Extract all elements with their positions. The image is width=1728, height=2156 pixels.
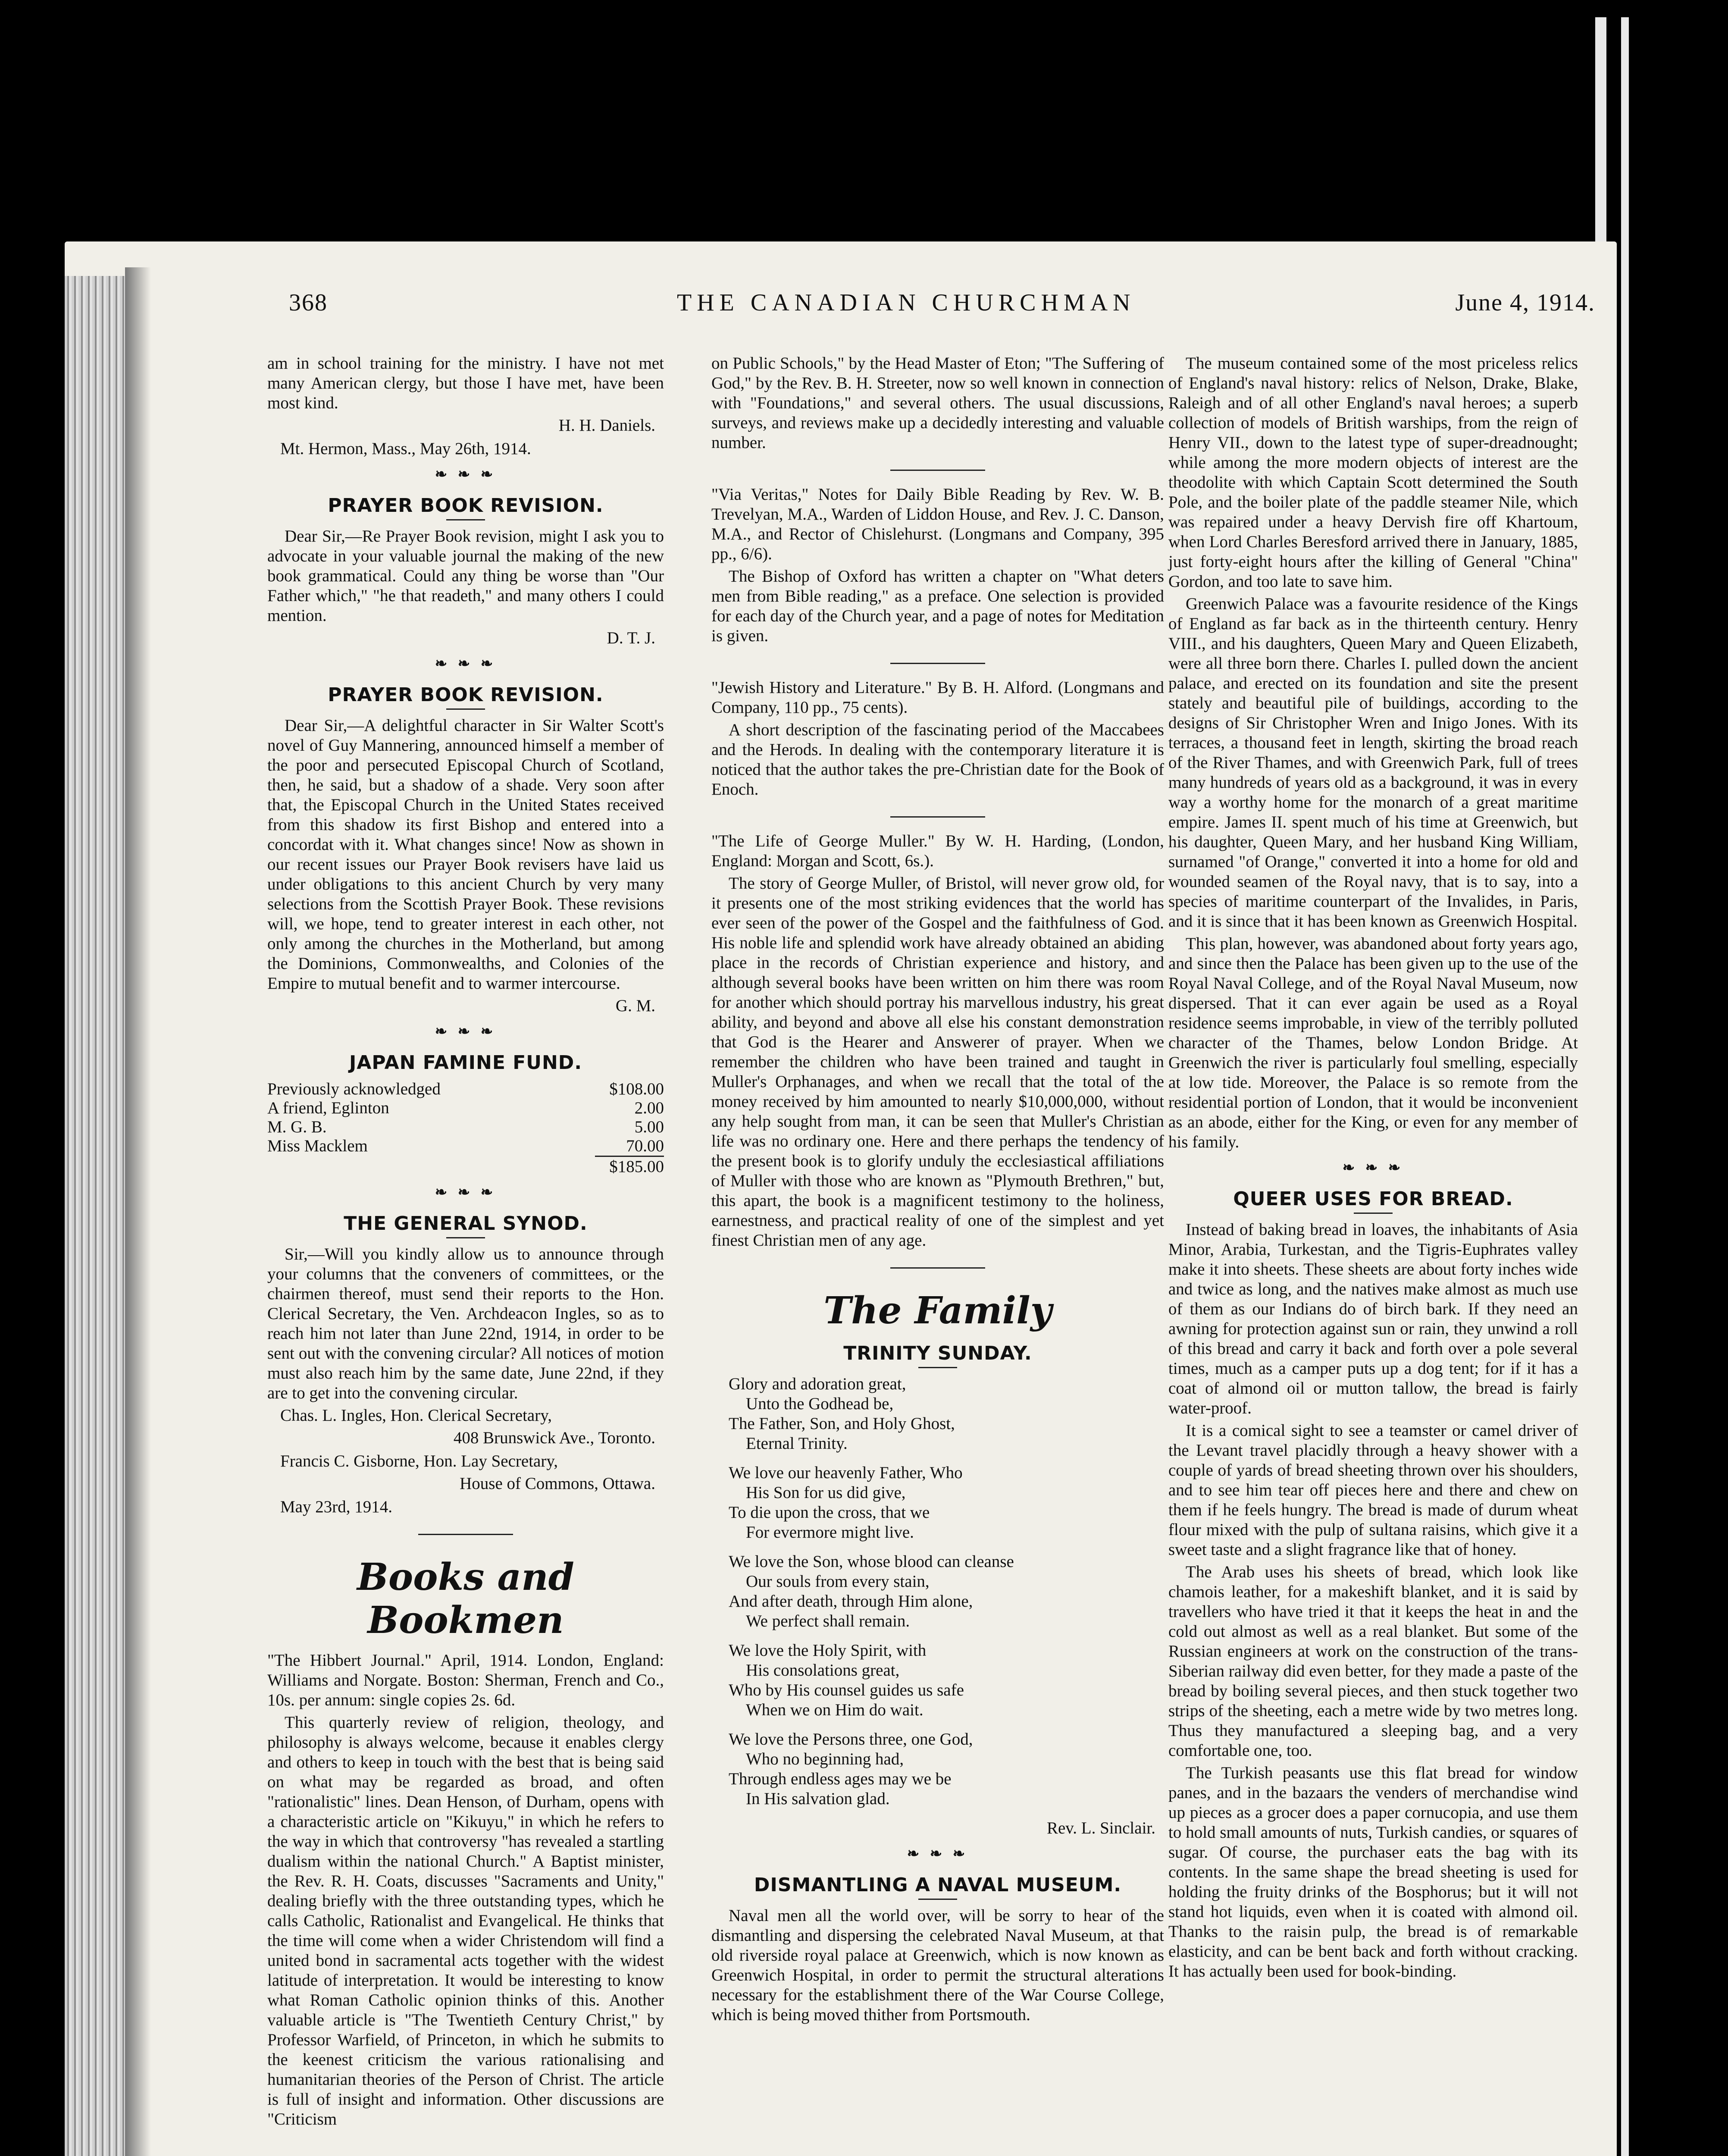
divider (711, 459, 1164, 479)
poem-line: His consolations great, (746, 1661, 900, 1680)
books-section-heading: Books and Bookmen (357, 1555, 574, 1642)
book-reference: "The Life of George Muller." By W. H. Harding, (London, England: Morgan and Scott, 6s.). (711, 832, 1164, 870)
family-section-heading: The Family (823, 1289, 1052, 1332)
gutter-shadow (125, 267, 151, 2156)
table-row (267, 1118, 664, 1137)
issue-date: June 4, 1914. (1455, 289, 1595, 316)
poem-line: We love the Holy Spirit, with (729, 1641, 927, 1660)
poem-line: Who no beginning had, (746, 1750, 904, 1768)
poem-stanza (729, 1641, 1164, 1720)
page-number: 368 (289, 289, 328, 316)
ornament-divider: ❧ ❧ ❧ (435, 467, 497, 483)
fund-amount: 2.00 (634, 1099, 664, 1117)
letter-date: May 23rd, 1914. (280, 1498, 392, 1516)
book-review: This quarterly review of religion, theology, and philosophy is always welcome, because it enables clergy and others to keep in touch with the best that is being said on what may be regarded as broad, and often "rationalistic" lines. Dean Henson, of Durham, opens with a characteristic article on "Kikuyu," in which he refers to the way in which that controversy "has revealed a startling dualism within the national Church." A Baptist minister, the Rev. R. H. Coats, discusses "Sacraments and Unity," dealing briefly with the three outstanding types, which he calls Catholic, Rationalist and Evangelical. He thinks that the time will come when a wider Christendom will find a united bond in sacramental acts together with the widest latitude of interpretation. It would be interesting to know what Roman Catholic opinion thinks of this. Another valuable article is "The Twentieth Century Christ," by Professor Warfield, of Princeton, in which he submits to the keenest criticism the various rationalising and humanitarian theories of the Person of Christ. The article is full of insight and information. Other discussions are "Criticism (267, 1713, 664, 2128)
table-row (267, 1137, 664, 1156)
poem-line: Eternal Trinity. (746, 1434, 848, 1453)
poem-stanza (729, 1374, 1164, 1454)
fund-amount: 5.00 (634, 1118, 664, 1136)
article-body: It is a comical sight to see a teamster or camel driver of the Levant travel placidly through a heavy shower with a couple of yards of bread sheeting thrown over his shoulders, and to see him tear off pieces here and there and chew on them if he feels hungry. The bread is made of durum wheat flour mixed with the pulp of sultana raisins, which give it a sweet taste and a slight fragrance like that of honey. (1168, 1421, 1578, 1559)
heading-rule (446, 519, 485, 520)
letter-body: Dear Sir,—A delightful character in Sir Walter Scott's novel of Guy Mannering, announced himself a member of the poor and persecuted Episcopal Church of Scotland, then, he said, but a shadow of a shade. Very soon after that, the Episcopal Church in the United States received from this shadow its first Bishop and entered into a concordat with it. What changes since! Now as shown in our recent issues our Prayer Book revisers have laid us under obligations to this ancient Church by very many selections from the Scottish Prayer Book. These revisions will, we hope, tend to greater interest in each other, not only among the churches in the Motherland, but among the Dominions, Commonwealths, and Colonies of the Empire to mutual benefit and to warmer intercourse. (267, 716, 664, 993)
poem-line: In His salvation glad. (746, 1789, 890, 1808)
poem-line: Through endless ages may we be (729, 1770, 952, 1788)
divider (711, 1257, 1164, 1276)
poem-title: TRINITY SUNDAY. (843, 1342, 1032, 1364)
section-heading: JAPAN FAMINE FUND. (349, 1052, 582, 1074)
poem-line: Unto the Godhead be, (746, 1395, 894, 1413)
poem-stanza (729, 1463, 1164, 1542)
poem-line: For evermore might live. (746, 1523, 914, 1542)
fund-label: Miss Macklem (267, 1137, 368, 1155)
poem-author: Rev. L. Sinclair. (1046, 1819, 1155, 1837)
book-review: A short description of the fascinating period of the Maccabees and the Herods. In dealing with the contemporary literature it is noticed that the author takes the pre-Christian date for the Book of Enoch. (711, 721, 1164, 799)
column-3 (1168, 354, 1578, 1984)
publication-title: THE CANADIAN CHURCHMAN (677, 289, 1136, 316)
table-row (267, 1080, 664, 1099)
poem-stanza (729, 1730, 1164, 1809)
fund-amount: $108.00 (609, 1080, 664, 1098)
divider (711, 652, 1164, 672)
signatory-address: House of Commons, Ottawa. (460, 1474, 655, 1493)
section-heading: DISMANTLING A NAVAL MUSEUM. (754, 1874, 1122, 1896)
heading-rule (1354, 1213, 1393, 1214)
book-reference: "The Hibbert Journal." April, 1914. London, England: Williams and Norgate. Boston: Sherman, French and Co., 10s. per annum: single copies 2s. 6d. (267, 1651, 664, 1709)
signatory: Chas. L. Ingles, Hon. Clerical Secretary, (280, 1406, 552, 1425)
fund-table (267, 1080, 664, 1156)
column-1 (267, 354, 664, 2132)
heading-rule (918, 1899, 957, 1900)
signatory-address: 408 Brunswick Ave., Toronto. (453, 1429, 655, 1447)
poem-line: And after death, through Him alone, (729, 1592, 973, 1611)
book-reference: "Jewish History and Literature." By B. H. Alford. (Longmans and Company, 110 pp., 75 cents). (711, 678, 1164, 717)
fund-label: M. G. B. (267, 1118, 327, 1136)
section-heading: QUEER USES FOR BREAD. (1233, 1188, 1513, 1210)
book-review: The story of George Muller, of Bristol, will never grow old, for it presents one of the most striking evidences that the world has ever seen of the power of the Gospel and the faithfulness of God. His noble life and splendid work have already obtained an abiding place in the records of Christian experience and history, and although several books have been written on him there was room for another which should portray his marvellous industry, his great ability, and beyond and above all else his constant demonstration that God is the Hearer and Answerer of prayer. When we remember the children who have been trained and taught in Muller's Orphanages, and when we recall that the total of the money received by him amounted to nearly $10,000,000, without any help sought from man, it can be seen that Muller's Christian life was no ordinary one. Here and there perhaps the tendency of the present book is to glorify unduly the ecclesiastical affiliations of Muller with those who are known as "Plymouth Brethren," but, this apart, the book is a magnificent testimony to the holiness, earnestness, and practical reality of one of the simplest and yet finest Christian men of any age. (711, 874, 1164, 1250)
poem-line: Glory and adoration great, (729, 1375, 906, 1393)
letter-signature: H. H. Daniels. (558, 416, 655, 435)
poem-line: The Father, Son, and Holy Ghost, (729, 1414, 955, 1433)
poem-line: We love the Son, whose blood can cleanse (729, 1552, 1014, 1571)
signatory: Francis C. Gisborne, Hon. Lay Secretary, (280, 1452, 558, 1470)
letter-continuation: am in school training for the ministry. I have not met many American clergy, but those I have met, have been most kind. (267, 354, 664, 412)
book-reference: "Via Veritas," Notes for Daily Bible Reading by Rev. W. B. Trevelyan, M.A., Warden of Liddon House, and Rev. J. C. Danson, M.A., and Rector of Chislehurst. (Longmans and Company, 395 pp., 6/6). (711, 485, 1164, 563)
fund-total: $185.00 (595, 1156, 664, 1177)
letter-place-date: Mt. Hermon, Mass., May 26th, 1914. (280, 439, 531, 458)
poem-line: When we on Him do wait. (746, 1701, 923, 1719)
letter-signature: G. M. (615, 997, 655, 1015)
table-row (267, 1099, 664, 1118)
divider (711, 805, 1164, 825)
poem-line: We love the Persons three, one God, (729, 1730, 973, 1749)
article-body: Instead of baking bread in loaves, the inhabitants of Asia Minor, Arabia, Turkestan, and the Tigris-Euphrates valley make it into sheets. These sheets are about forty inches wide and twice as long, and the natives make almost as much use of them as our Indians do of birch bark. If they need an awning for protection against sun or rain, they unwind a roll of this bread and carry it back and forth over a pole several times, much as a camper puts up a dog tent; for if it has a coat of almond oil or mutton tallow, the bread is fairly water-proof. (1168, 1220, 1578, 1417)
ornament-divider: ❧ ❧ ❧ (435, 1024, 497, 1040)
section-heading: PRAYER BOOK REVISION. (328, 684, 604, 706)
fund-amount: 70.00 (626, 1137, 664, 1155)
poem-line: To die upon the cross, that we (729, 1503, 930, 1522)
article-body: Greenwich Palace was a favourite residence of the Kings of England as far back as in the thirteenth century. Henry VIII., and his daughters, Queen Mary and Queen Elizabeth, were all three born there. Charles I. pulled down the ancient palace, and erected on its foundation and site the present stately and beautiful pile of buildings, according to the designs of Sir Christopher Wren and Inigo Jones. With its terraces, a thousand feet in length, skirting the broad reach of the River Thames, and with Greenwich Park, full of trees many hundreds of years old as a background, it was in every way a worthy home for the monarch of a great maritime empire. James II. spent much of his time at Greenwich, but his daughter, Queen Mary, and her husband King William, surnamed "of Orange," converted it into a home for old and wounded seamen of the Royal navy, that is to say, into a species of maritime counterpart of the Invalides, in Paris, and it is since that it has been known as Greenwich Hospital. (1168, 595, 1578, 931)
article-body: The museum contained some of the most priceless relics of England's naval history: relics of Nelson, Drake, Blake, Raleigh and of all other England's naval heroes; a superb collection of models of British warships, from the reign of Henry VII., down to the latest type of super-dreadnought; while among the more modern objects of interest are the theodolite with which Captain Scott determined the South Pole, and the boiler plate of the paddle steamer Nile, which was repaired under a heavy Dervish fire off Khartoum, when Lord Charles Beresford arrived there in January, 1885, just forty-eight hours after the killing of General "China" Gordon, and too late to save him. (1168, 354, 1578, 591)
article-body: The Turkish peasants use this flat bread for window panes, and in the bazaars the venders of merchandise wind up pieces as a grocer does a paper cornucopia, and use them to hold small amounts of nuts, Turkish candies, or squares of sugar. Of course, the purchaser eats the bag with its contents. In the same shape the bread sheeting is used for holding the fruity drinks of the Bosphorus; but it will not stand hot liquids, even when it is coated with almond oil. Thanks to the raisin pulp, the bread is of remarkable elasticity, and can be bent back and forth without cracking. It has actually been used for book-binding. (1168, 1764, 1578, 1981)
poem-stanza (729, 1552, 1164, 1631)
letter-signature: D. T. J. (607, 629, 655, 647)
review-continuation: on Public Schools," by the Head Master of Eton; "The Suffering of God," by the Rev. B. H. Streeter, now so well known in connection with "Foundations," and several others. The usual discussions, surveys, and reviews make up a decidedly interesting and valuable number. (711, 354, 1164, 452)
article-body: The Arab uses his sheets of bread, which look like chamois leather, for a makeshift blanket, and it is said by travellers who have tried it that it keeps the heat in and the cold out almost as well as a real blanket. But some of the Russian engineers at work on the construction of the trans-Siberian railway did even better, for they made a paste of the bread by boiling several pieces, and then stuck together two strips of the sheeting, each a metre wide by two metres long. Thus they manufactured a sleeping bag, and a very comfortable one, too. (1168, 1563, 1578, 1760)
ornament-divider: ❧ ❧ ❧ (907, 1846, 969, 1862)
ornament-divider: ❧ ❧ ❧ (1342, 1160, 1404, 1176)
letter-body: Sir,—Will you kindly allow us to announce through your columns that the conveners of committees, or the chairmen thereof, must send their reports to the Hon. Clerical Secretary, the Ven. Archdeacon Ingles, so as to reach him not later than June 22nd, 1914, in order to be sent out with the convening circular? All notices of motion must also reach him by the same date, June 22nd, if they are to get into the convening circular. (267, 1245, 664, 1402)
section-heading: THE GENERAL SYNOD. (344, 1213, 588, 1235)
heading-rule (446, 1237, 485, 1238)
book-review: The Bishop of Oxford has written a chapter on "What deters men from Bible reading," as a preface. One selection is provided for each day of the Church year, and a page of notes for Meditation is given. (711, 567, 1164, 645)
film-bar-right (1621, 17, 1629, 2156)
divider (267, 1523, 664, 1543)
section-heading: PRAYER BOOK REVISION. (328, 495, 604, 517)
article-body: This plan, however, was abandoned about forty years ago, and since then the Palace has been given up to the use of the Royal Naval College, and of the Royal Naval Museum, now dispersed. That it can ever again be used as a Royal residence seems improbable, in view of the terribly polluted character of the Thames, below London Bridge. At Greenwich the river is particularly foul smelling, especially at low tide. Moreover, the Palace is so remote from the residential portion of London, that it would be inconvenient as an abode, either for the King, or even for any member of his family. (1168, 934, 1578, 1151)
poem-line: His Son for us did give, (746, 1483, 906, 1502)
fund-label: A friend, Eglinton (267, 1099, 389, 1117)
ornament-divider: ❧ ❧ ❧ (435, 1185, 497, 1200)
fund-label: Previously acknowledged (267, 1080, 441, 1098)
poem-line: We love our heavenly Father, Who (729, 1463, 963, 1482)
ornament-divider: ❧ ❧ ❧ (435, 656, 497, 672)
heading-rule (446, 708, 485, 710)
poem-line: We perfect shall remain. (746, 1612, 910, 1630)
newspaper-page (65, 241, 1617, 2156)
letter-body: Dear Sir,—Re Prayer Book revision, might I ask you to advocate in your valuable journal the making of the new book grammatical. Could any thing be worse than "Our Father which," "he that readeth," and many others I could mention. (267, 527, 664, 625)
page-header (289, 289, 1595, 328)
article-body: Naval men all the world over, will be sorry to hear of the dismantling and dispersing the celebrated Naval Museum, at that old riverside royal palace at Greenwich, which is now known as Greenwich Hospital, in order to permit the structural alterations necessary for the establishment there of the War Course College, which is being moved thither from Portsmouth. (711, 1906, 1164, 2024)
book-page-edges (65, 276, 125, 2156)
poem-line: Who by His counsel guides us safe (729, 1681, 964, 1699)
column-2 (711, 354, 1164, 2028)
heading-rule (918, 1367, 957, 1368)
poem-line: Our souls from every stain, (746, 1572, 930, 1591)
